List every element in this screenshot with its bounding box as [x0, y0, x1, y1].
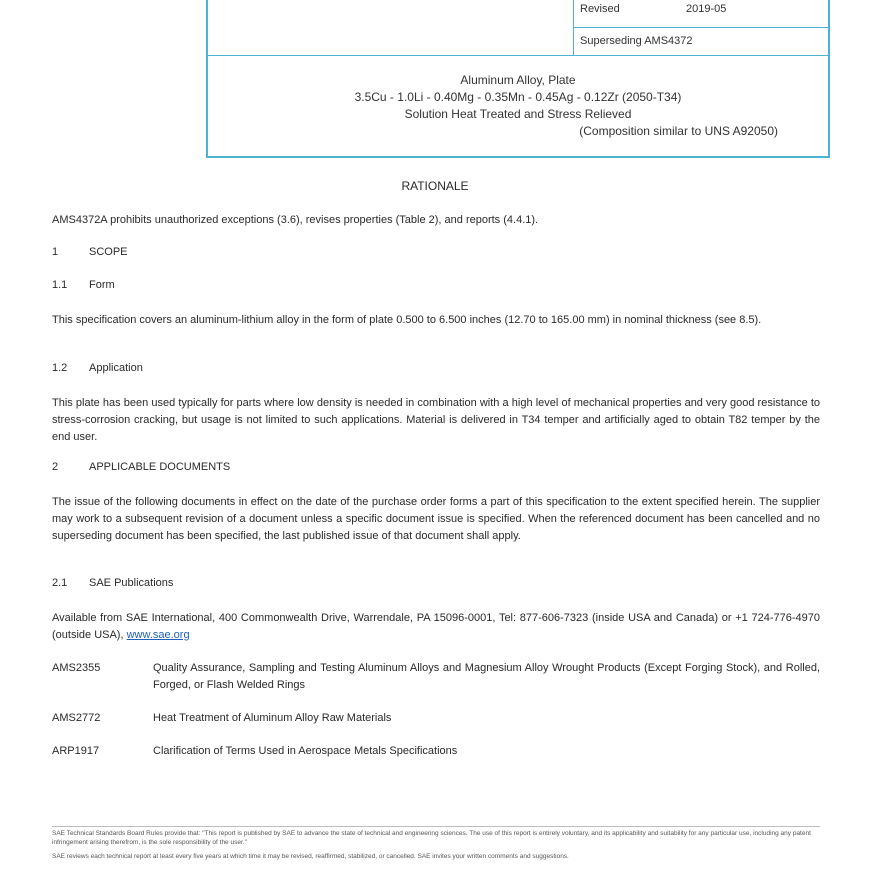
section-number: 2.1 — [52, 577, 68, 589]
section-heading — [52, 461, 230, 473]
footer-note: SAE reviews each technical report at least every five years at which time it may be revised, reaffirmed, stabilized, or cancelled. SAE invites your written comments and suggestions. — [52, 853, 569, 860]
header-divider — [208, 55, 828, 56]
title-line: 3.5Cu - 1.0Li - 0.40Mg - 0.35Mn - 0.45Ag - 0.12Zr (2050-T34) — [354, 90, 682, 104]
section-number: 1.2 — [52, 362, 68, 374]
section-text: This specification covers an aluminum-lithium alloy in the form of plate 0.500 to 6.500 inches (12.70 to 165.00 mm) in nominal thickness (see 8.5). — [52, 314, 762, 326]
reference-row — [52, 660, 820, 694]
reference-description: Clarification of Terms Used in Aerospace Metals Specifications — [153, 745, 458, 757]
sae-website-link[interactable]: www.sae.org — [126, 629, 190, 641]
rationale-heading: RATIONALE — [401, 179, 469, 193]
revised-label: Revised — [580, 3, 620, 15]
section-title: APPLICABLE DOCUMENTS — [89, 461, 231, 473]
section-title: Form — [89, 279, 115, 291]
reference-code: AMS2772 — [52, 712, 101, 724]
section-text: The issue of the following documents in effect on the date of the purchase order forms a part of this specification to the extent specified herein. The supplier may work to a subsequent revision of a document unless a specific document issue is specified. When the referenced document has been cancelled and no superseding document has been specified, the last published issue of that document shall apply. — [52, 496, 820, 542]
section-title: SCOPE — [89, 246, 128, 258]
section-title: SAE Publications — [89, 577, 174, 589]
section-heading — [52, 362, 143, 374]
section-title: Application — [89, 362, 143, 374]
reference-row — [52, 710, 820, 727]
reference-code: ARP1917 — [52, 745, 100, 757]
footer-divider — [52, 826, 820, 827]
reference-code: AMS2355 — [52, 662, 101, 674]
section-heading — [52, 577, 173, 589]
reference-description: Heat Treatment of Aluminum Alloy Raw Materials — [153, 712, 392, 724]
reference-description: Quality Assurance, Sampling and Testing Aluminum Alloys and Magnesium Alloy Wrought Products (Except Forging Stock), and Rolled, Forged, or Flash Welded Rings — [153, 662, 820, 691]
section-number: 1 — [52, 246, 59, 258]
section-heading — [52, 279, 115, 291]
revised-date: 2019-05 — [686, 3, 727, 15]
section-number: 1.1 — [52, 279, 68, 291]
document-header-box — [206, 0, 830, 158]
rationale-text: AMS4372A prohibits unauthorized exceptions (3.6), revises properties (Table 2), and reports (4.4.1). — [52, 214, 539, 226]
document-title — [208, 72, 828, 140]
section-number: 2 — [52, 461, 59, 473]
section-text — [52, 610, 820, 644]
superseding-label: Superseding AMS4372 — [580, 35, 693, 47]
section-heading — [52, 246, 128, 258]
header-divider — [573, 27, 830, 28]
title-line: (Composition similar to UNS A92050) — [579, 124, 778, 138]
footer-note: SAE Technical Standards Board Rules provide that: "This report is published by SAE to advance the state of technical and engineering sciences. The use of this report is entirely voluntary, and its applicability and suitability for any particular use, including any patent infringement arising therefrom, is the sole responsibility of the user." — [52, 830, 811, 846]
reference-row — [52, 743, 820, 760]
title-line: Aluminum Alloy, Plate — [460, 73, 576, 87]
publisher-address: Available from SAE International, 400 Commonwealth Drive, Warrendale, PA 15096-0001, Tel: 877-606-7323 (inside USA and Canada) or +1 724-776-4970 (outside USA), — [52, 612, 820, 641]
section-text: This plate has been used typically for parts where low density is needed in combination with a high level of mechanical properties and very good resistance to stress-corrosion cracking, but usage is not limited to such applications. Material is delivered in T34 temper and artificially aged to obtain T82 temper by the end user. — [52, 397, 820, 443]
title-line: Solution Heat Treated and Stress Relieved — [404, 107, 632, 121]
